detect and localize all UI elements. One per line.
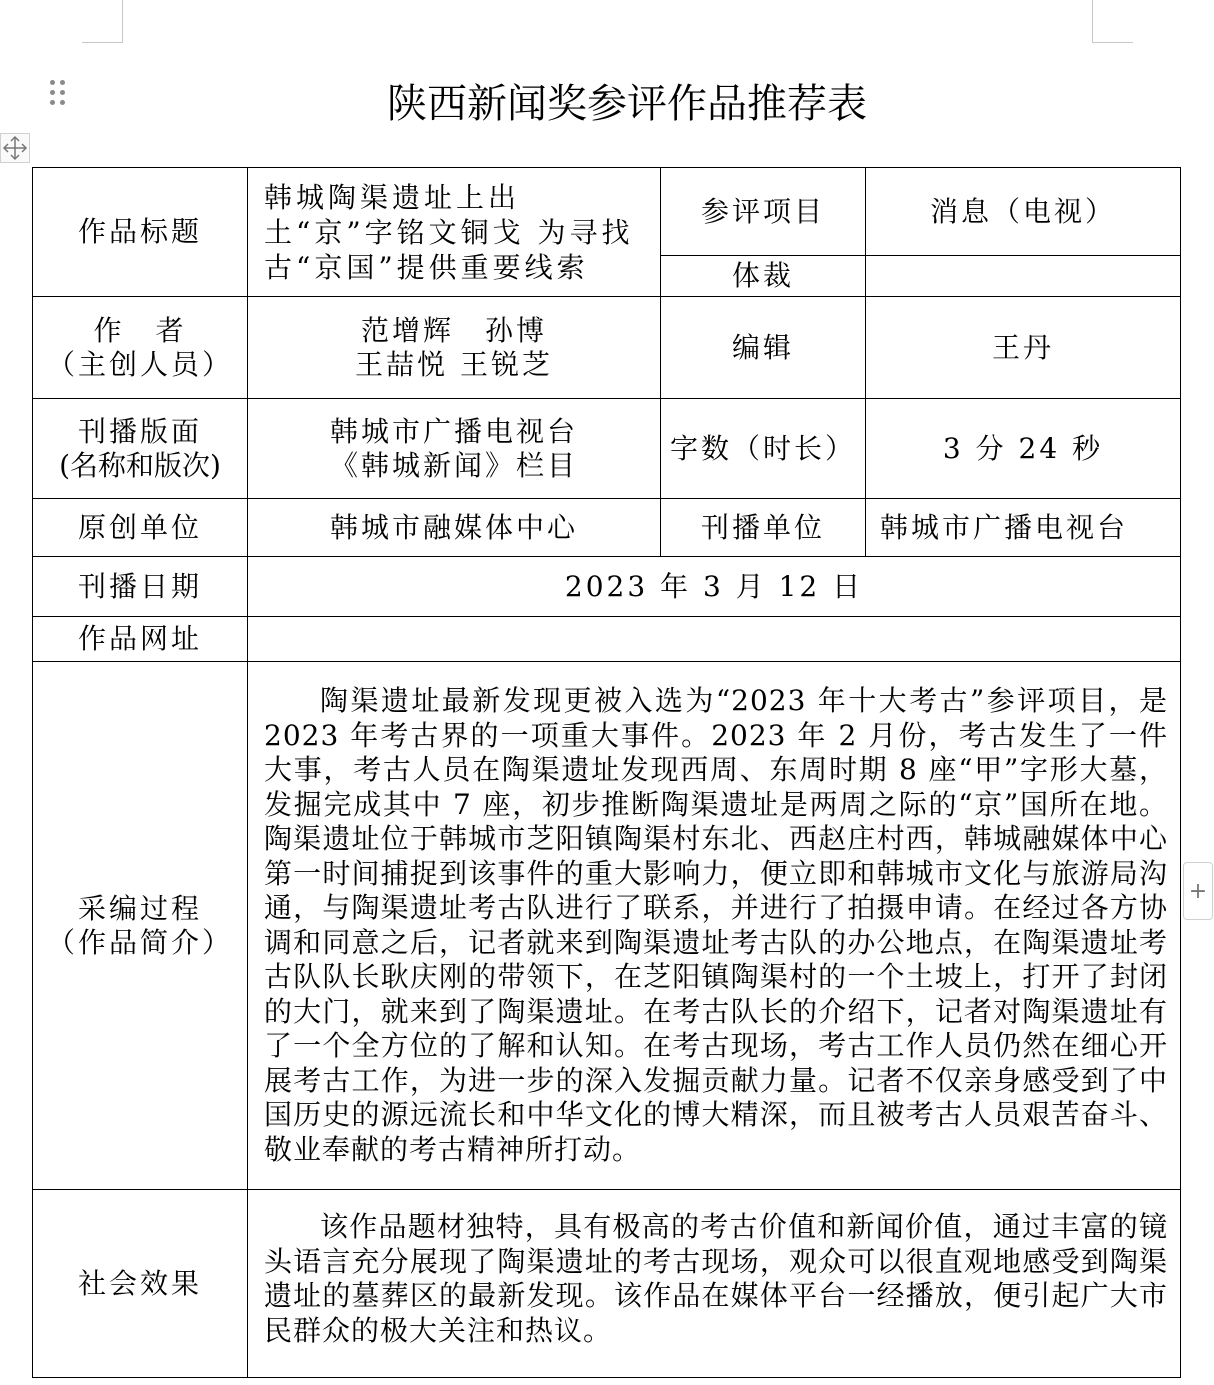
editor-value: 王丹	[866, 297, 1181, 399]
category-label: 参评项目	[661, 168, 866, 256]
date-label: 刊播日期	[33, 557, 248, 617]
author-value-line1: 范增辉 孙博	[360, 313, 547, 347]
page-corner-mark-top-right	[1092, 0, 1133, 43]
document-title: 陕西新闻奖参评作品推荐表	[387, 81, 867, 127]
url-value	[248, 617, 1181, 662]
effect-label: 社会效果	[33, 1190, 248, 1378]
origin-label: 原创单位	[33, 499, 248, 557]
length-label: 字数（时长）	[661, 399, 866, 499]
title-label: 作品标题	[33, 168, 248, 297]
section-value-line2: 《韩城新闻》栏目	[329, 448, 578, 482]
url-label: 作品网址	[33, 617, 248, 662]
recommendation-form-table	[32, 167, 1181, 1378]
broadcaster-label: 刊播单位	[661, 499, 866, 557]
date-value: 2023 年 3 月 12 日	[248, 557, 1181, 617]
genre-value	[866, 256, 1181, 297]
page-corner-mark-top-left	[82, 0, 123, 43]
category-value: 消息（电视）	[866, 168, 1181, 256]
add-plus-icon[interactable]: +	[1183, 862, 1213, 920]
move-arrows-icon[interactable]	[0, 133, 30, 163]
process-label	[33, 662, 248, 1190]
author-value-line2: 王喆悦 王锐芝	[355, 347, 553, 381]
genre-label: 体裁	[661, 256, 866, 297]
author-value	[248, 297, 661, 399]
process-text: 陶渠遗址最新发现更被入选为“2023 年十大考古”参评项目，是 2023 年考古界的一项重大事件。2023 年 2 月份，考古发生了一件大事，考古人员在陶渠遗址发现西周、东周时期 8 座“甲”字形大墓，发掘完成其中 7 座，初步推断陶渠遗址是两周之际的“京”国所在地。陶渠遗址位于韩城市芝阳镇陶渠村东北、西赵庄村西，韩城融媒体中心第一时间捕捉到该事件的重大影响力，便立即和韩城市文化与旅游局沟通，与陶渠遗址考古队进行了联系，并进行了拍摄申请。在经过各方协调和同意之后，记者就来到陶渠遗址考古队的办公地点，在陶渠遗址考古队队长耿庆刚的带领下，在芝阳镇陶渠村的一个土坡上，打开了封闭的大门，就来到了陶渠遗址。在考古队长的介绍下，记者对陶渠遗址有了一个全方位的了解和认知。在考古现场，考古工作人员仍然在细心开展考古工作，为进一步的深入发掘贡献力量。记者不仅亲身感受到了中国历史的源远流长和中华文化的博大精深，而且被考古人员艰苦奋斗、敬业奉献的考古精神所打动。	[264, 684, 1168, 1166]
section-value-line1: 韩城市广播电视台	[329, 414, 578, 448]
author-label	[33, 297, 248, 399]
editor-label: 编辑	[661, 297, 866, 399]
section-value	[248, 399, 661, 499]
section-label	[33, 399, 248, 499]
process-label-line2: （作品简介）	[46, 925, 233, 959]
origin-value: 韩城市融媒体中心	[248, 499, 661, 557]
author-label-line1: 作 者	[93, 313, 187, 347]
section-label-line2: (名称和版次)	[59, 448, 221, 482]
broadcaster-value: 韩城市广播电视台	[866, 499, 1181, 557]
length-value: 3 分 24 秒	[866, 399, 1181, 499]
process-text-cell	[248, 662, 1181, 1190]
effect-text: 该作品题材独特，具有极高的考古价值和新闻价值，通过丰富的镜头语言充分展现了陶渠遗址的考古现场，观众可以很直观地感受到陶渠遗址的墓葬区的最新发现。该作品在媒体平台一经播放，便引起广大市民群众的极大关注和热议。	[264, 1210, 1168, 1347]
author-label-line2: （主创人员）	[46, 347, 233, 381]
title-value: 韩城陶渠遗址上出土“京”字铭文铜戈 为寻找古“京国”提供重要线索	[248, 168, 661, 297]
process-label-line1: 采编过程	[77, 891, 202, 925]
section-label-line1: 刊播版面	[77, 414, 202, 448]
effect-text-cell	[248, 1190, 1181, 1378]
